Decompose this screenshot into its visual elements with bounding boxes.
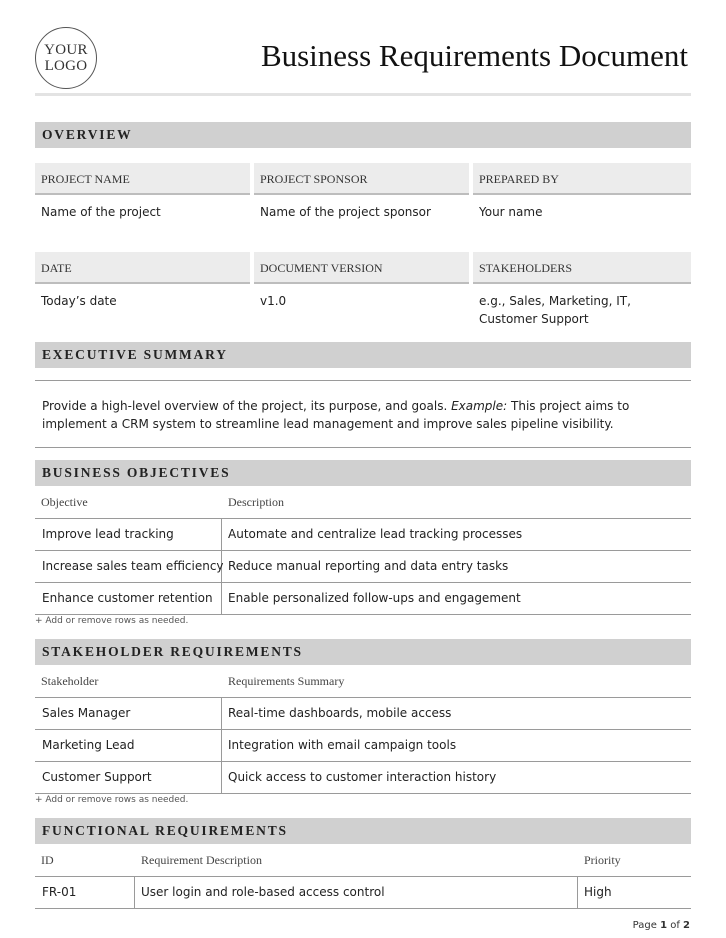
objective-cell: Increase sales team efficiency	[42, 559, 224, 573]
field-label-bg	[254, 163, 469, 195]
summary-example-label: Example:	[451, 399, 508, 413]
summary-text-before: Provide a high-level overview of the project, its purpose, and goals.	[42, 399, 452, 413]
field-label-bg	[473, 252, 691, 284]
field-label-bg	[35, 163, 250, 195]
stakeholder-cell: Marketing Lead	[42, 738, 135, 752]
column-header-description: Description	[228, 495, 284, 509]
add-rows-note: + Add or remove rows as needed.	[35, 616, 189, 626]
section-header-stakeholder-requirements	[35, 639, 691, 665]
table-rule	[35, 729, 691, 730]
section-header-business-objectives	[35, 460, 691, 486]
field-label: PROJECT SPONSOR	[260, 172, 368, 186]
requirements-cell: Integration with email campaign tools	[228, 738, 457, 752]
table-rule	[35, 793, 691, 794]
field-label-bg	[35, 252, 250, 284]
priority-cell: High	[584, 885, 612, 899]
column-header-id: ID	[41, 853, 54, 867]
field-label-bg	[473, 163, 691, 195]
objective-cell: Improve lead tracking	[42, 527, 174, 541]
logo-line-1: YOUR	[44, 42, 88, 58]
section-header-overview	[35, 122, 691, 148]
table-rule	[35, 518, 691, 519]
page-prefix: Page	[632, 920, 661, 931]
section-title: EXECUTIVE SUMMARY	[42, 347, 228, 362]
field-value: Today’s date	[41, 294, 117, 308]
column-header-requirements-summary: Requirements Summary	[228, 674, 345, 688]
column-header-objective: Objective	[41, 495, 88, 509]
column-divider	[221, 697, 222, 793]
field-label: STAKEHOLDERS	[479, 261, 573, 275]
document-title: Business Requirements Document	[260, 38, 688, 73]
field-document-version	[254, 252, 469, 308]
description-cell: Enable personalized follow-ups and engagement	[228, 591, 521, 605]
description-cell: Automate and centralize lead tracking processes	[228, 527, 523, 541]
section-title: FUNCTIONAL REQUIREMENTS	[42, 823, 288, 838]
page-number	[633, 920, 690, 931]
field-prepared-by	[473, 163, 691, 219]
column-divider	[134, 876, 135, 908]
section-header-functional-requirements	[35, 818, 691, 844]
field-label: PREPARED BY	[479, 172, 559, 186]
table-rule	[35, 761, 691, 762]
title-divider	[35, 93, 691, 96]
field-value: Name of the project	[41, 205, 161, 219]
section-header-executive-summary	[35, 342, 691, 368]
section-title: BUSINESS OBJECTIVES	[42, 465, 231, 480]
add-rows-note: + Add or remove rows as needed.	[35, 795, 189, 805]
logo-line-2: LOGO	[44, 58, 88, 74]
field-label: DATE	[41, 261, 72, 275]
field-label: PROJECT NAME	[41, 172, 130, 186]
requirements-cell: Quick access to customer interaction history	[228, 770, 497, 784]
stakeholder-cell: Customer Support	[42, 770, 152, 784]
field-value: e.g., Sales, Marketing, IT, Customer Support	[479, 294, 631, 326]
table-rule	[35, 614, 691, 615]
field-date	[35, 252, 250, 308]
summary-top-rule	[35, 380, 691, 381]
page-total: 2	[683, 920, 690, 931]
column-header-requirement-description: Requirement Description	[141, 853, 262, 867]
field-value: Your name	[479, 205, 543, 219]
executive-summary-text	[42, 397, 687, 433]
field-project-name	[35, 163, 250, 219]
table-rule	[35, 697, 691, 698]
field-value: Name of the project sponsor	[260, 205, 431, 219]
section-title: STAKEHOLDER REQUIREMENTS	[42, 644, 303, 659]
field-label-bg	[254, 252, 469, 284]
table-rule	[35, 582, 691, 583]
summary-bottom-rule	[35, 447, 691, 448]
field-stakeholders	[473, 252, 691, 326]
stakeholder-cell: Sales Manager	[42, 706, 131, 720]
column-header-priority: Priority	[584, 853, 621, 867]
description-cell: Reduce manual reporting and data entry tasks	[228, 559, 509, 573]
page-current: 1	[660, 920, 668, 931]
summary-text-after: This project aims to implement a CRM system to streamline lead management and improve sales pipeline visibility.	[42, 399, 630, 431]
field-project-sponsor	[254, 163, 469, 219]
column-divider	[577, 876, 578, 908]
company-logo	[35, 27, 97, 89]
section-title: OVERVIEW	[42, 127, 133, 142]
field-label: DOCUMENT VERSION	[260, 261, 383, 275]
table-rule	[35, 550, 691, 551]
page-of: of	[667, 920, 684, 931]
requirements-cell: Real-time dashboards, mobile access	[228, 706, 452, 720]
column-header-stakeholder: Stakeholder	[41, 674, 99, 688]
requirement-description-cell: User login and role-based access control	[141, 885, 385, 899]
id-cell: FR-01	[42, 885, 77, 899]
objective-cell: Enhance customer retention	[42, 591, 213, 605]
table-rule	[35, 908, 691, 909]
field-value: v1.0	[260, 294, 287, 308]
